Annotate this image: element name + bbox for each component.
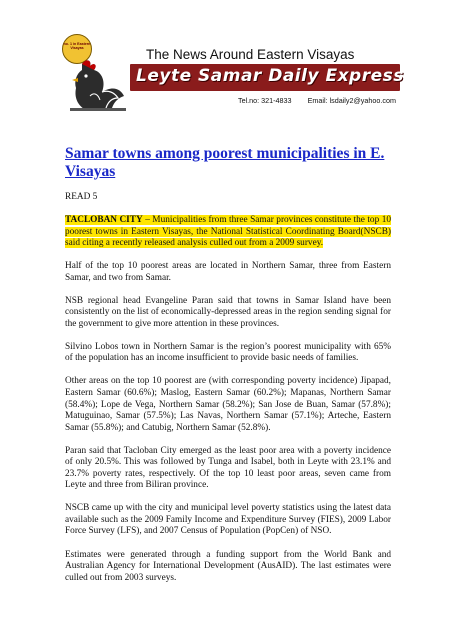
dateline: TACLOBAN CITY [65,215,143,225]
lead-highlight [65,215,391,248]
article-paragraph: Other areas on the top 10 poorest are (with corresponding poverty incidence) Jipapad, Eastern Samar (60.6%); Maslog, Eastern Samar (60.2%); Mapanas, Northern Samar (58.4%); Lope de Vega, Northern Samar (58.2%); San Jose de Buan, Samar (57.8%); Matuguinao, Samar (57.5%); Las Navas, Northern Samar (57.1%); Arteche, Eastern Samar (55.8%); and Catubig, Northern Samar (52.8%). [65,376,391,433]
article-paragraph: Silvino Lobos town in Northern Samar is the region’s poorest municipality with 65% of the population has an income insufficient to provide basic needs of families. [65,341,391,364]
masthead-title: Leyte Samar Daily Express [136,66,404,86]
masthead-tagline: The News Around Eastern Visayas [146,47,355,62]
article [65,145,391,596]
read-label: READ 5 [65,192,98,202]
masthead-badge: no. 1 in Eastern Visayas [62,34,92,64]
masthead-tel: Tel.no: 321-4833 [238,96,292,105]
article-headline-link[interactable]: Samar towns among poorest municipalities in E. Visayas [65,145,385,180]
article-paragraph: Estimates were generated through a funding support from the World Bank and Australian Agency for International Development (AusAID). The last estimates were culled out from 2003 surveys. [65,549,391,583]
masthead [58,20,404,116]
masthead-contact [238,96,410,105]
article-paragraph: Half of the top 10 poorest areas are located in Northern Samar, three from Eastern Samar, and two from Samar. [65,261,391,283]
masthead-title-banner [130,64,404,91]
rooster-logo-icon [68,56,128,114]
masthead-email: Email: lsdaily2@yahoo.com [307,96,396,105]
lead-text: – Municipalities from three Samar provinces constitute the top 10 poorest towns in Eastern Visayas, the National Statistical Coordinating Board(NSCB) said citing a recently released analysis culled out from a 2009 survey. [65,215,391,249]
article-paragraph: NSCB came up with the city and municipal level poverty statistics using the latest data available such as the 2009 Family Income and Expenditure Survey (FIES), 2009 Labor Force Survey (LFS), and 2007 Census of Population (PopCen) of NSO. [65,503,391,537]
article-paragraph: NSB regional head Evangeline Paran said that towns in Samar Island have been consistently on the list of economically-depressed areas in the region sending signal for the government to give more attention in these provinces. [65,295,391,329]
article-paragraph: Paran said that Tacloban City emerged as the least poor area with a poverty incidence of only 20.5%. This was followed by Tunga and Isabel, both in Leyte with 23.1% and 23.7% poverty rates, respectively. Of the top 10 least poor areas, seven came from Leyte and three from Biliran province. [65,445,391,491]
lead-paragraph [65,215,391,250]
